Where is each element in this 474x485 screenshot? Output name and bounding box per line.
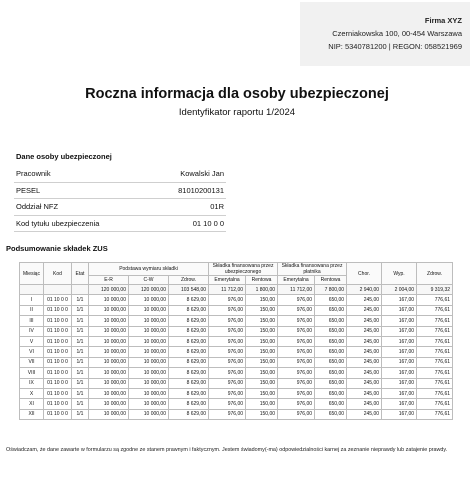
table-cell: 976,00 xyxy=(278,357,315,367)
table-cell: 150,00 xyxy=(246,409,278,419)
insured-label: Kod tytułu ubezpieczenia xyxy=(14,215,149,232)
zus-summary-table xyxy=(19,262,453,420)
table-cell: 1/1 xyxy=(72,305,89,315)
insured-data-table xyxy=(14,166,226,232)
table-cell: 976,00 xyxy=(209,336,246,346)
table-cell: 976,00 xyxy=(278,388,315,398)
table-row xyxy=(20,336,453,346)
table-cell: 976,00 xyxy=(278,305,315,315)
table-cell: 976,00 xyxy=(278,316,315,326)
table-cell: 976,00 xyxy=(278,326,315,336)
table-cell: XII xyxy=(20,409,44,419)
header-zdrow: Zdrow. xyxy=(169,276,209,285)
table-cell: X xyxy=(20,388,44,398)
header-employee-group: Składka finansowana przez ubezpieczonego xyxy=(209,263,278,276)
table-cell: 776,61 xyxy=(417,357,453,367)
table-cell: 650,00 xyxy=(315,368,347,378)
table-cell: 8 629,00 xyxy=(169,378,209,388)
header-health: Zdrow. xyxy=(417,263,453,285)
table-cell: 1/1 xyxy=(72,316,89,326)
table-cell: 8 629,00 xyxy=(169,409,209,419)
table-cell: 245,00 xyxy=(347,336,382,346)
table-cell: 976,00 xyxy=(278,336,315,346)
header-employer-group: Składka finansowana przez płatnika xyxy=(278,263,347,276)
table-cell: 776,61 xyxy=(417,326,453,336)
table-cell: 10 000,00 xyxy=(129,316,169,326)
table-cell: 01 10 0 0 xyxy=(44,305,72,315)
table-cell: 8 629,00 xyxy=(169,357,209,367)
table-cell: 245,00 xyxy=(347,357,382,367)
table-cell: 8 629,00 xyxy=(169,336,209,346)
table-cell: 167,00 xyxy=(382,368,417,378)
table-cell: 150,00 xyxy=(246,316,278,326)
table-cell: 976,00 xyxy=(278,295,315,305)
table-cell: 150,00 xyxy=(246,357,278,367)
table-cell: 167,00 xyxy=(382,305,417,315)
table-cell: 01 10 0 0 xyxy=(44,295,72,305)
table-cell: 976,00 xyxy=(209,378,246,388)
table-row xyxy=(20,378,453,388)
table-cell: 103 548,00 xyxy=(169,285,209,295)
company-address: Czerniakowska 100, 00-454 Warszawa xyxy=(332,29,462,38)
table-cell: 650,00 xyxy=(315,399,347,409)
table-cell: 976,00 xyxy=(278,347,315,357)
table-cell: IX xyxy=(20,378,44,388)
table-cell: 976,00 xyxy=(278,409,315,419)
table-cell: 245,00 xyxy=(347,409,382,419)
table-cell: 245,00 xyxy=(347,295,382,305)
header-emer-employer: Emerytalna xyxy=(278,276,315,285)
table-cell: 7 800,00 xyxy=(315,285,347,295)
report-identifier: Identyfikator raportu 1/2024 xyxy=(178,107,296,118)
table-cell: 01 10 0 0 xyxy=(44,378,72,388)
table-cell: 976,00 xyxy=(278,368,315,378)
table-cell: 1/1 xyxy=(72,326,89,336)
table-cell: 976,00 xyxy=(209,368,246,378)
table-cell: 776,61 xyxy=(417,336,453,346)
table-cell: 167,00 xyxy=(382,336,417,346)
header-month: Miesiąc xyxy=(20,263,44,285)
table-cell: 650,00 xyxy=(315,305,347,315)
table-cell: 8 629,00 xyxy=(169,399,209,409)
table-cell: 976,00 xyxy=(209,357,246,367)
table-cell: 245,00 xyxy=(347,399,382,409)
table-row xyxy=(20,347,453,357)
table-cell: 650,00 xyxy=(315,347,347,357)
table-cell: 10 000,00 xyxy=(129,357,169,367)
table-row xyxy=(20,295,453,305)
totals-row xyxy=(20,285,453,295)
table-cell: 976,00 xyxy=(209,305,246,315)
table-cell: 10 000,00 xyxy=(129,305,169,315)
table-cell: 10 000,00 xyxy=(129,388,169,398)
table-cell: I xyxy=(20,295,44,305)
table-cell: 167,00 xyxy=(382,409,417,419)
table-cell: 1/1 xyxy=(72,409,89,419)
company-header xyxy=(300,2,470,66)
table-cell: 150,00 xyxy=(246,388,278,398)
table-cell: 150,00 xyxy=(246,305,278,315)
table-cell: 8 629,00 xyxy=(169,347,209,357)
table-cell: 776,61 xyxy=(417,316,453,326)
table-cell: 2 004,00 xyxy=(382,285,417,295)
table-cell: 10 000,00 xyxy=(89,326,129,336)
table-cell: 8 629,00 xyxy=(169,316,209,326)
table-cell: 10 000,00 xyxy=(89,378,129,388)
table-cell: 01 10 0 0 xyxy=(44,368,72,378)
table-cell: 650,00 xyxy=(315,357,347,367)
table-cell: 245,00 xyxy=(347,368,382,378)
insured-value: Kowalski Jan xyxy=(149,166,226,182)
table-row xyxy=(20,326,453,336)
table-row xyxy=(20,316,453,326)
table-cell: 167,00 xyxy=(382,378,417,388)
table-cell: 10 000,00 xyxy=(129,409,169,419)
table-cell: 10 000,00 xyxy=(89,368,129,378)
table-row xyxy=(20,357,453,367)
table-cell xyxy=(20,285,44,295)
table-cell: 976,00 xyxy=(209,326,246,336)
table-cell: 10 000,00 xyxy=(129,347,169,357)
table-cell: XI xyxy=(20,399,44,409)
header-code: Kod xyxy=(44,263,72,285)
table-cell: 167,00 xyxy=(382,399,417,409)
table-cell: VIII xyxy=(20,368,44,378)
table-cell: 167,00 xyxy=(382,347,417,357)
table-cell: 8 629,00 xyxy=(169,368,209,378)
table-cell: 120 000,00 xyxy=(129,285,169,295)
table-cell: 10 000,00 xyxy=(129,378,169,388)
table-cell: 150,00 xyxy=(246,295,278,305)
table-cell: 10 000,00 xyxy=(89,388,129,398)
table-cell: 1/1 xyxy=(72,336,89,346)
table-cell: 01 10 0 0 xyxy=(44,399,72,409)
table-cell: 167,00 xyxy=(382,316,417,326)
insured-row xyxy=(14,182,226,199)
insured-row xyxy=(14,215,226,232)
zus-section-title: Podsumowanie składek ZUS xyxy=(6,244,108,253)
table-cell: 10 000,00 xyxy=(89,316,129,326)
table-cell: 650,00 xyxy=(315,295,347,305)
table-cell: 245,00 xyxy=(347,388,382,398)
table-cell: 776,61 xyxy=(417,388,453,398)
table-cell: 8 629,00 xyxy=(169,295,209,305)
table-cell: 10 000,00 xyxy=(89,357,129,367)
table-cell: 10 000,00 xyxy=(89,336,129,346)
table-cell: 150,00 xyxy=(246,399,278,409)
table-cell: 650,00 xyxy=(315,316,347,326)
table-cell xyxy=(44,285,72,295)
table-row xyxy=(20,399,453,409)
table-cell: 167,00 xyxy=(382,357,417,367)
table-cell: 1/1 xyxy=(72,357,89,367)
table-cell: 976,00 xyxy=(209,295,246,305)
table-cell: 10 000,00 xyxy=(89,409,129,419)
table-cell: 1/1 xyxy=(72,295,89,305)
table-cell xyxy=(72,285,89,295)
header-rent-employer: Rentowa xyxy=(315,276,347,285)
header-rent-employee: Rentowa xyxy=(246,276,278,285)
table-cell: 10 000,00 xyxy=(89,305,129,315)
table-cell: 150,00 xyxy=(246,368,278,378)
insured-row xyxy=(14,166,226,182)
table-cell: 11 712,00 xyxy=(209,285,246,295)
table-cell: 650,00 xyxy=(315,409,347,419)
table-cell: 2 940,00 xyxy=(347,285,382,295)
table-cell: V xyxy=(20,336,44,346)
table-cell: 10 000,00 xyxy=(89,347,129,357)
table-cell: 01 10 0 0 xyxy=(44,326,72,336)
table-cell: 10 000,00 xyxy=(89,295,129,305)
table-cell: 245,00 xyxy=(347,378,382,388)
table-cell: 167,00 xyxy=(382,388,417,398)
table-cell: 10 000,00 xyxy=(129,368,169,378)
table-cell: 10 000,00 xyxy=(129,295,169,305)
insured-section-title: Dane osoby ubezpieczonej xyxy=(16,152,112,161)
table-cell: 1 800,00 xyxy=(246,285,278,295)
table-cell: 01 10 0 0 xyxy=(44,336,72,346)
table-cell: VI xyxy=(20,347,44,357)
table-cell: 976,00 xyxy=(278,378,315,388)
header-fulltime: Etat xyxy=(72,263,89,285)
table-cell: 8 629,00 xyxy=(169,388,209,398)
table-cell: 01 10 0 0 xyxy=(44,316,72,326)
table-cell: 1/1 xyxy=(72,378,89,388)
table-cell: 245,00 xyxy=(347,316,382,326)
table-cell: 01 10 0 0 xyxy=(44,409,72,419)
header-accident: Wyp. xyxy=(382,263,417,285)
insured-label: Pracownik xyxy=(14,166,149,182)
table-cell: 776,61 xyxy=(417,399,453,409)
table-cell: 1/1 xyxy=(72,399,89,409)
insured-value: 01 10 0 0 xyxy=(149,215,226,232)
header-emer-employee: Emerytalna xyxy=(209,276,246,285)
table-cell: 8 629,00 xyxy=(169,305,209,315)
table-cell: 776,61 xyxy=(417,347,453,357)
table-cell: 776,61 xyxy=(417,295,453,305)
table-cell: 10 000,00 xyxy=(129,336,169,346)
insured-label: PESEL xyxy=(14,182,149,199)
header-cw: C-W xyxy=(129,276,169,285)
header-er: E-R xyxy=(89,276,129,285)
table-cell: 650,00 xyxy=(315,326,347,336)
legal-statement: Oświadczam, że dane zawarte w formularzu są zgodne ze stanem prawnym i faktycznym. Jestem świadomy(-ma) odpowiedzialności karnej za zeznanie nieprawdy lub zatajenie prawdy. xyxy=(6,447,448,453)
table-cell: 245,00 xyxy=(347,305,382,315)
table-cell: 10 000,00 xyxy=(129,326,169,336)
table-cell: 150,00 xyxy=(246,326,278,336)
table-cell: 150,00 xyxy=(246,347,278,357)
table-cell: 1/1 xyxy=(72,388,89,398)
table-cell: 1/1 xyxy=(72,347,89,357)
header-sick: Chor. xyxy=(347,263,382,285)
table-cell: 150,00 xyxy=(246,378,278,388)
table-cell: 650,00 xyxy=(315,388,347,398)
table-row xyxy=(20,388,453,398)
table-cell: 976,00 xyxy=(209,347,246,357)
table-cell: 11 712,00 xyxy=(278,285,315,295)
table-cell: 10 000,00 xyxy=(89,399,129,409)
table-cell: 776,61 xyxy=(417,305,453,315)
insured-value: 01R xyxy=(149,199,226,216)
table-cell: 167,00 xyxy=(382,295,417,305)
table-cell: 650,00 xyxy=(315,378,347,388)
company-name: Firma XYZ xyxy=(424,16,462,25)
table-cell: 120 000,00 xyxy=(89,285,129,295)
table-cell: III xyxy=(20,316,44,326)
header-base-group: Podstawa wymiaru składki xyxy=(89,263,209,276)
table-cell: 01 10 0 0 xyxy=(44,357,72,367)
table-cell: 976,00 xyxy=(278,399,315,409)
table-cell: 650,00 xyxy=(315,336,347,346)
report-title: Roczna informacja dla osoby ubezpieczonej xyxy=(85,86,389,102)
table-cell: 245,00 xyxy=(347,326,382,336)
table-row xyxy=(20,409,453,419)
table-cell: 9 319,32 xyxy=(417,285,453,295)
company-ids: NIP: 5340781200 | REGON: 058521969 xyxy=(328,42,462,51)
insured-label: Oddział NFZ xyxy=(14,199,149,216)
table-row xyxy=(20,368,453,378)
table-cell: 8 629,00 xyxy=(169,326,209,336)
table-cell: 01 10 0 0 xyxy=(44,347,72,357)
table-cell: 167,00 xyxy=(382,326,417,336)
table-cell: 776,61 xyxy=(417,378,453,388)
table-cell: 776,61 xyxy=(417,409,453,419)
table-cell: 976,00 xyxy=(209,388,246,398)
table-cell: 245,00 xyxy=(347,347,382,357)
table-cell: 976,00 xyxy=(209,409,246,419)
table-cell: 776,61 xyxy=(417,368,453,378)
table-cell: 976,00 xyxy=(209,399,246,409)
insured-value: 81010200131 xyxy=(149,182,226,199)
table-cell: 10 000,00 xyxy=(129,399,169,409)
table-row xyxy=(20,305,453,315)
table-cell: IV xyxy=(20,326,44,336)
insured-row xyxy=(14,199,226,216)
table-cell: 01 10 0 0 xyxy=(44,388,72,398)
table-cell: 150,00 xyxy=(246,336,278,346)
table-cell: II xyxy=(20,305,44,315)
table-cell: 976,00 xyxy=(209,316,246,326)
table-cell: VII xyxy=(20,357,44,367)
table-cell: 1/1 xyxy=(72,368,89,378)
